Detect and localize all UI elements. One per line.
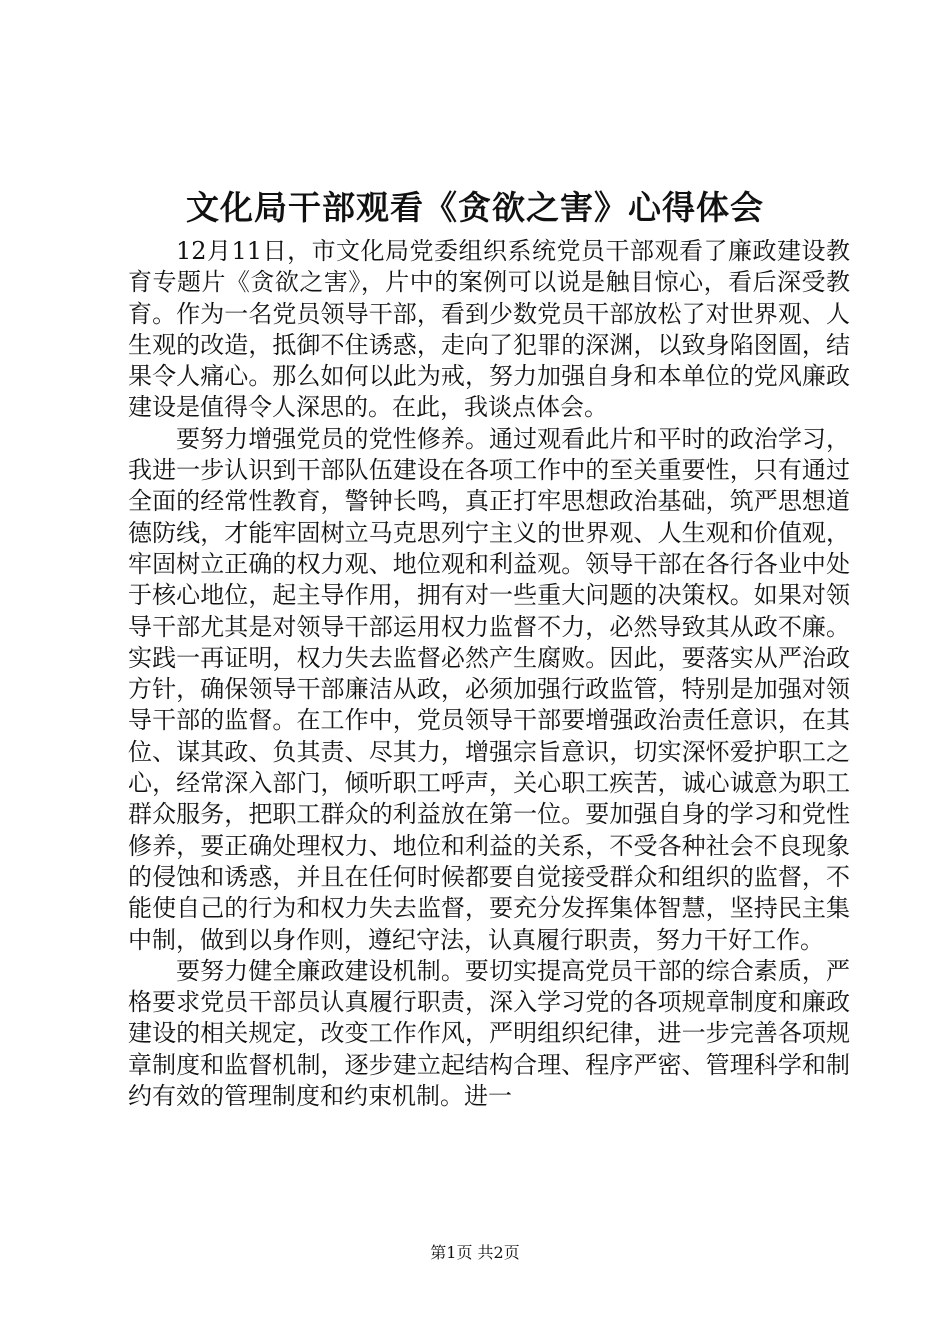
document-body — [128, 236, 850, 1112]
paragraph-3: 要努力健全廉政建设机制。要切实提高党员干部的综合素质，严格要求党员干部员认真履行职责，深入学习党的各项规章制度和廉政建设的相关规定，改变工作作风，严明组织纪律，进一步完善各项规章制度和监督机制，逐步建立起结构合理、程序严密、管理科学和制约有效的管理制度和约束机制。进一 — [128, 956, 850, 1111]
document-title: 文化局干部观看《贪欲之害》心得体会 — [186, 188, 764, 227]
paragraph-2: 要努力增强党员的党性修养。通过观看此片和平时的政治学习，我进一步认识到干部队伍建设在各项工作中的至关重要性，只有通过全面的经常性教育，警钟长鸣，真正打牢思想政治基础，筑严思想道德防线，才能牢固树立马克思列宁主义的世界观、人生观和价值观，牢固树立正确的权力观、地位观和利益观。领导干部在各行各业中处于核心地位，起主导作用，拥有对一些重大问题的决策权。如果对领导干部尤其是对领导干部运用权力监督不力，必然导致其从政不廉。实践一再证明，权力失去监督必然产生腐败。因此，要落实从严治政方针，确保领导干部廉洁从政，必须加强行政监管，特别是加强对领导干部的监督。在工作中，党员领导干部要增强政治责任意识，在其位、谋其政、负其责、尽其力，增强宗旨意识，切实深怀爱护职工之心，经常深入部门，倾听职工呼声，关心职工疾苦，诚心诚意为职工群众服务，把职工群众的利益放在第一位。要加强自身的学习和党性修养，要正确处理权力、地位和利益的关系，不受各种社会不良现象的侵蚀和诱惑，并且在任何时候都要自觉接受群众和组织的监督，不能使自己的行为和权力失去监督，要充分发挥集体智慧，坚持民主集中制，做到以身作则，遵纪守法，认真履行职责，努力干好工作。 — [128, 424, 850, 954]
paragraph-1: 12月11日，市文化局党委组织系统党员干部观看了廉政建设教育专题片《贪欲之害》，片中的案例可以说是触目惊心，看后深受教育。作为一名党员领导干部，看到少数党员干部放松了对世界观、人生观的改造，抵御不住诱惑，走向了犯罪的深渊，以致身陷囹圄，结果令人痛心。那么如何以此为戒，努力加强自身和本单位的党风廉政建设是值得令人深思的。在此，我谈点体会。 — [128, 237, 850, 422]
page-footer: 第1页 共2页 — [430, 1243, 520, 1262]
